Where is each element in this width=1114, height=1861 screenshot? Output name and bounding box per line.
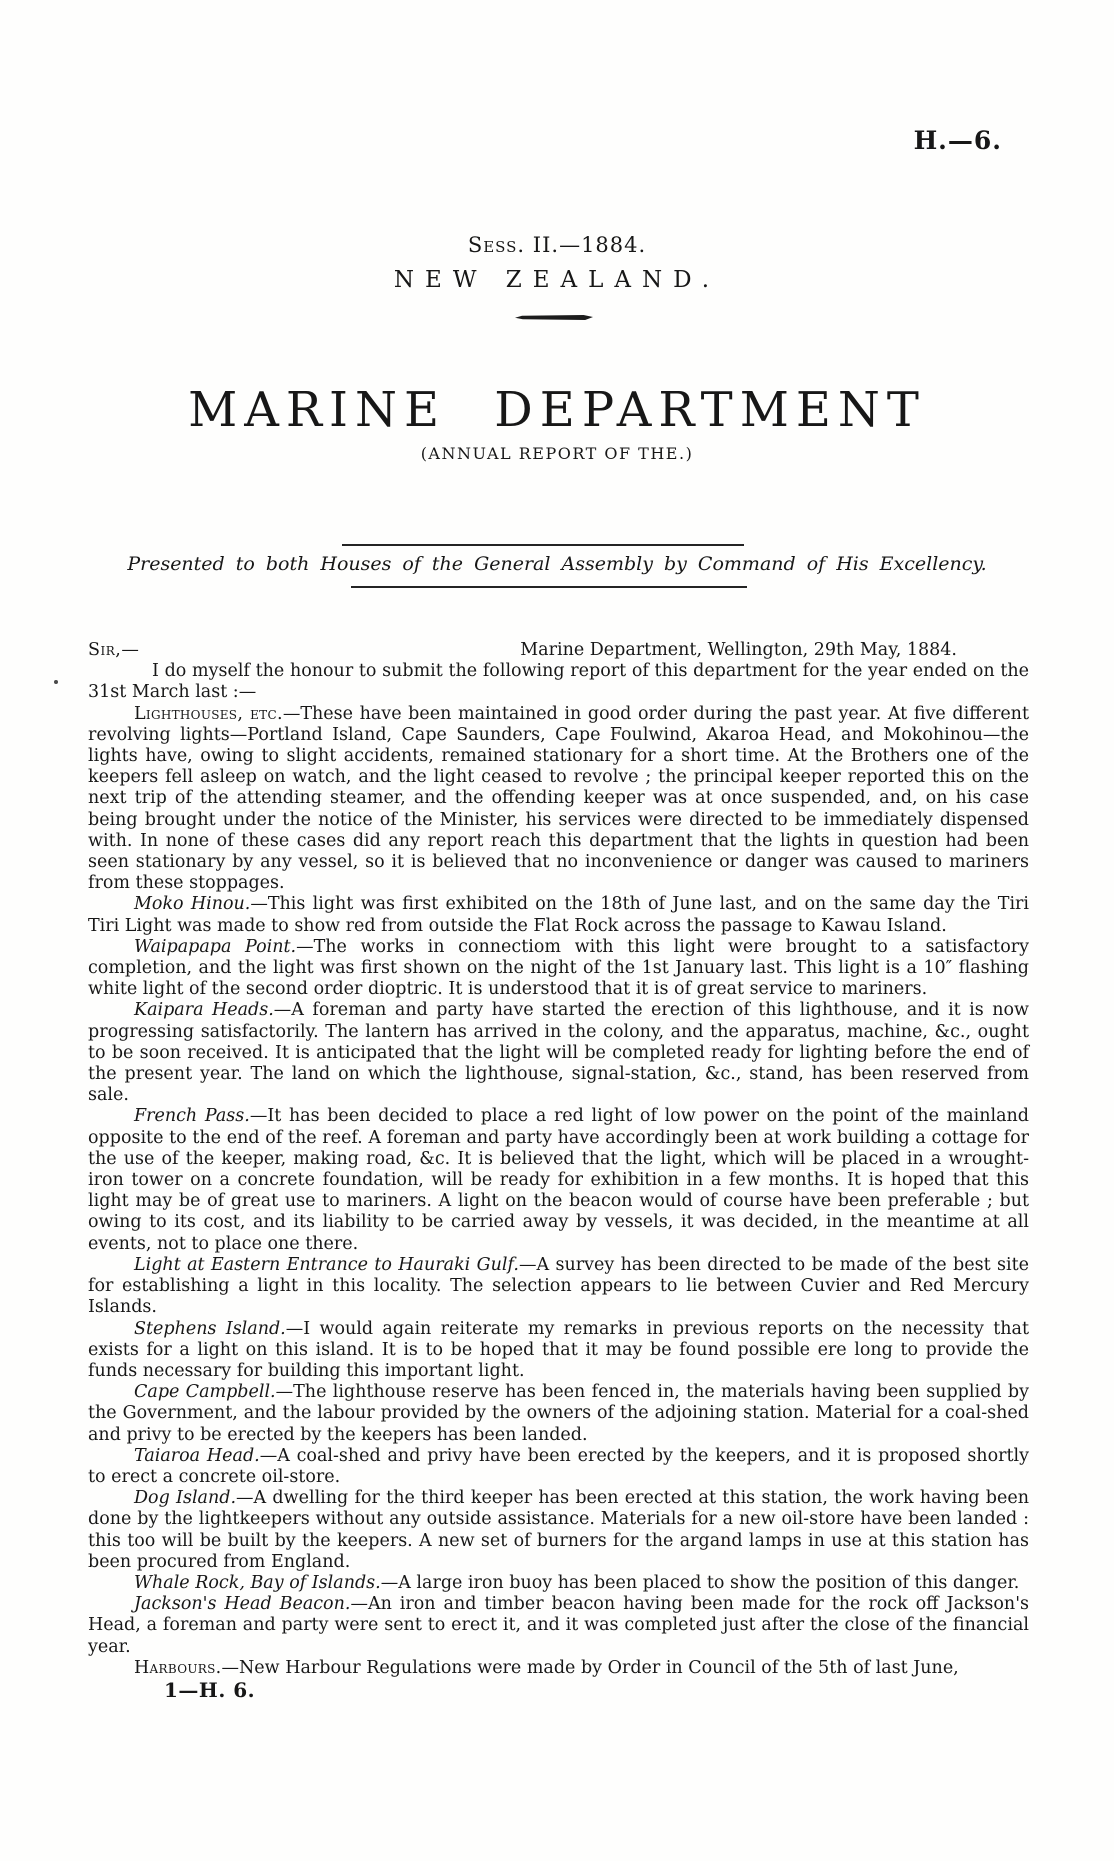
paragraph-text: —This light was first exhibited on the 18th of June last, and on the same day the Tiri Tiri Light was made to show red from outside the Flat Rock across the passage to Kawau Island. <box>88 894 1030 936</box>
masthead-divider <box>515 315 593 320</box>
report-body <box>88 640 1029 1701</box>
paragraph-cape-campbell <box>88 1382 1029 1446</box>
salutation-line <box>88 640 1029 661</box>
paragraph-taiaroa-head <box>88 1446 1029 1488</box>
paragraph-stephens-island <box>88 1319 1029 1383</box>
margin-mark <box>54 680 58 684</box>
paragraph-text: —The works in connectiom with this light were brought to a satisfactory completion, and the light was first shown on the night of the 1st January last. This light is a 10″ flashing white light of the second order dioptric. It is understood that it is of great service to mariners. <box>88 936 1029 1000</box>
paragraph-harbours <box>88 1658 1029 1679</box>
paragraph-text: —A coal-shed and privy have been erected by the keepers, and it is proposed shortly to erect a concrete oil-store. <box>88 1445 1029 1487</box>
paragraph-lead: Waipapapa Point. <box>134 936 297 957</box>
rule-above-presented <box>342 544 744 546</box>
paragraph-lead: Cape Campbell. <box>134 1382 276 1403</box>
paragraph-jacksons-head-beacon <box>88 1594 1029 1658</box>
paragraph-text: —A dwelling for the third keeper has been erected at this station, the work having been done by the lightkeepers without any outside assistance. Materials for a new oil-store have been landed : this too will be built by the keepers. A new set of burners for the argand lamps in use at this station has been procured from England. <box>88 1488 1029 1572</box>
page-subtitle: (ANNUAL REPORT OF THE.) <box>420 444 694 463</box>
paragraph-lighthouses <box>88 704 1029 895</box>
document-reference: H.—6. <box>913 126 1002 155</box>
country-title: NEW ZEALAND. <box>393 267 721 293</box>
dateline: Marine Department, Wellington, 29th May, 1884. <box>520 640 957 660</box>
session-lead: Sess. <box>467 233 526 257</box>
salutation: Sir,— <box>88 640 140 660</box>
session-rest: II.—1884. <box>525 233 647 257</box>
paragraph-text: —It has been decided to place a red light of low power on the point of the mainland opposite to the end of the reef. A foreman and party have accordingly been at work building a cottage for the use of the keeper, making road, &c. It is believed that the light, which will be placed in a wrought-iron tower on a concrete foundation, will be ready for exhibition in a few months. It is hoped that this light may be of great use to mariners. A light on the beacon would of course have been preferable ; but owing to its cost, and its liability to be carried away by vessels, it was decided, in the meantime at all events, not to place one there. <box>88 1106 1030 1254</box>
paragraph-text: —I would again reiterate my remarks in previous reports on the necessity that exists for a light on this island. It is to be hoped that it may be found possible ere long to provide the funds necessary for building this important light. <box>88 1318 1029 1381</box>
paragraph-french-pass <box>88 1106 1029 1254</box>
paragraph-moko-hinou <box>88 894 1029 936</box>
paragraph-text: I do myself the honour to submit the following report of this department for the year ended on the 31st March last :— <box>88 661 1029 703</box>
paragraph-lead: Kaipara Heads. <box>134 1000 274 1021</box>
paragraph-text: —A survey has been directed to be made of the best site for establishing a light in this locality. The selection appears to lie between Cuvier and Red Mercury Islands. <box>88 1254 1029 1318</box>
paragraph-lead: Stephens Island. <box>134 1318 286 1339</box>
presented-line: Presented to both Houses of the General Assembly by Command of His Excellency. <box>127 553 987 575</box>
paragraph-lead: Moko Hinou. <box>134 894 251 915</box>
paragraph-intro <box>88 661 1029 703</box>
page-title: MARINE DEPARTMENT <box>188 382 926 438</box>
paragraph-lead: Harbours. <box>134 1657 222 1678</box>
paragraph-hauraki-gulf-light <box>88 1255 1029 1319</box>
paragraph-text: —A large iron buoy has been placed to show the position of this danger. <box>380 1572 1020 1593</box>
paragraph-text: —The lighthouse reserve has been fenced in, the materials having been supplied by the Government, and the labour provided by the owners of the adjoining station. Material for a coal-shed and privy to be erected by the keepers has been landed. <box>88 1382 1029 1445</box>
paragraph-kaipara-heads <box>88 1000 1029 1106</box>
paragraph-lead: Dog Island. <box>134 1488 237 1509</box>
paragraph-text: —New Harbour Regulations were made by Order in Council of the 5th of last June, <box>221 1657 959 1678</box>
paragraph-waipapapa-point <box>88 937 1029 1001</box>
paragraph-lead: French Pass. <box>134 1106 250 1127</box>
paragraph-lead: Lighthouses, etc. <box>134 703 283 724</box>
paragraph-text: —An iron and timber beacon having been made for the rock off Jackson's Head, a foreman and party were sent to erect it, and it was completed just after the close of the financial year. <box>88 1594 1029 1657</box>
presented-block <box>0 544 1114 588</box>
paragraph-whale-rock <box>88 1573 1029 1594</box>
session-line <box>0 233 1114 257</box>
paragraph-text: —A foreman and party have started the erection of this lighthouse, and it is now progressing satisfactorily. The lantern has arrived in the colony, and the apparatus, machine, &c., ought to be soon received. It is anticipated that the light will be completed ready for lighting before the end of the present year. The land on which the lighthouse, signal-station, &c., stand, has been reserved from sale. <box>88 1000 1029 1106</box>
paragraph-lead: Jackson's Head Beacon. <box>134 1594 351 1615</box>
paragraph-lead: Light at Eastern Entrance to Hauraki Gulf. <box>134 1254 519 1275</box>
paragraph-lead: Taiaroa Head. <box>134 1445 260 1466</box>
paragraph-dog-island <box>88 1488 1029 1573</box>
paragraph-text: —These have been maintained in good order during the past year. At five different revolving lights—Portland Island, Cape Saunders, Cape Foulwind, Akaroa Head, and Mokohinou—the lights have, owing to slight accidents, remained stationary for a short time. At the Brothers one of the keepers fell asleep on watch, and the light ceased to revolve ; the principal keeper reported this on the next trip of the attending steamer, and the offending keeper was at once suspended, and, on his case being brought under the notice of the Minister, his services were directed to be immediately dispensed with. In none of these cases did any report reach this department that the lights in question had been seen stationary by any vessel, so it is believed that no inconvenience or danger was caused to mariners from these stoppages. <box>88 703 1029 894</box>
rule-below-presented <box>351 586 747 588</box>
page-signature: 1—H. 6. <box>164 1677 256 1702</box>
paragraph-lead: Whale Rock, Bay of Islands. <box>134 1572 381 1593</box>
